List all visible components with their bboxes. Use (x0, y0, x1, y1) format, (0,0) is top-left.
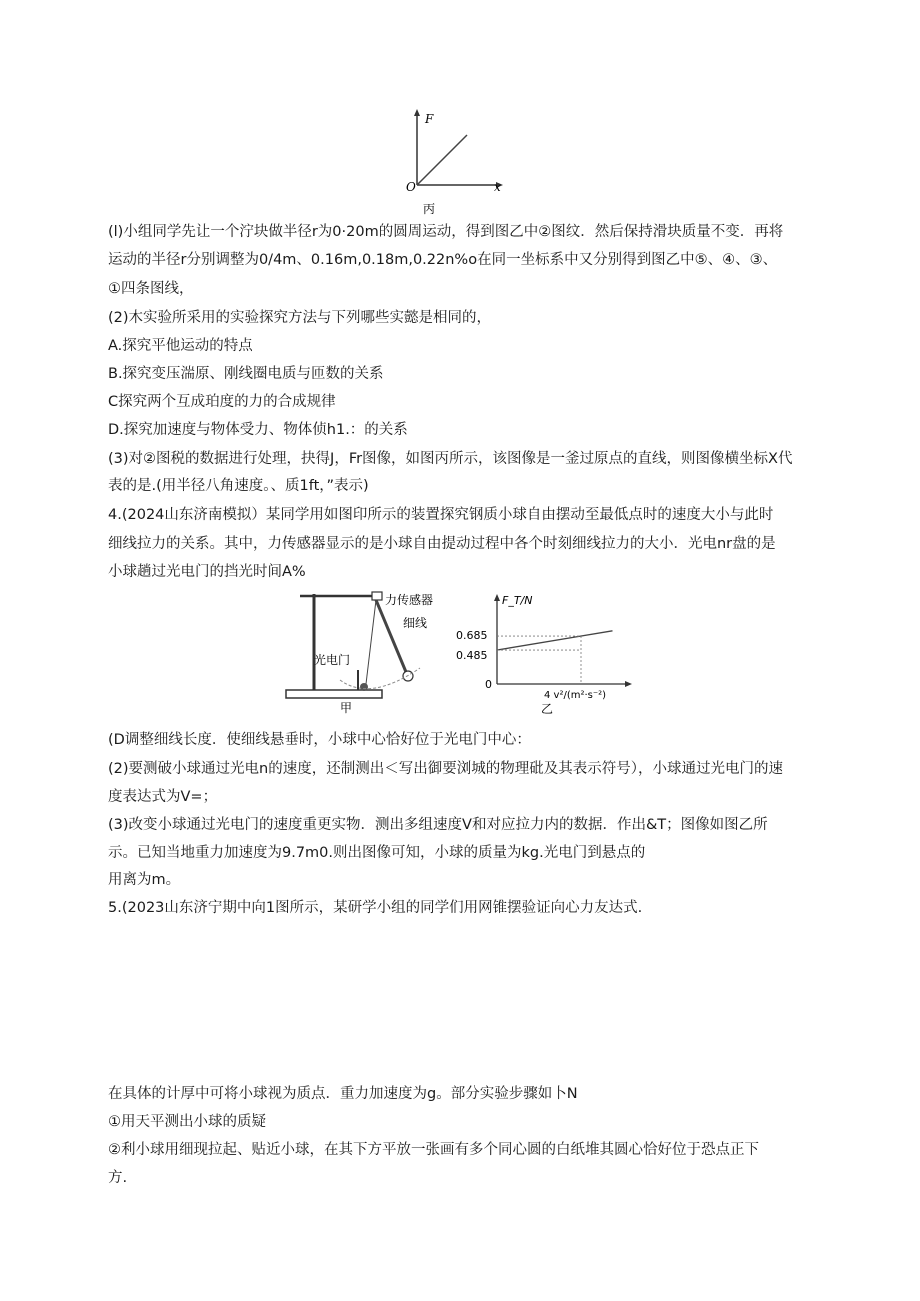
figure-yi-chart (452, 588, 642, 716)
x-axis-arrow (625, 681, 632, 687)
figure-bing (395, 105, 515, 220)
force-sensor (372, 592, 382, 600)
question-4-line: 小球趟过光电门的挡光时间A% (108, 564, 306, 580)
text-line: 运动的半径r分别调整为0/4m、0.16m,0.18m,0.22n%o在同一坐标系中又分别得到图乙中⑤、④、③、 (108, 252, 778, 268)
proportional-line (417, 135, 467, 185)
x-axis-label: 4 v²/(m²·s⁻²) (544, 690, 607, 701)
ball-bottom (360, 683, 368, 691)
sensor-label: 力传感器 (385, 593, 434, 607)
y-axis-label: F (425, 112, 434, 126)
y-tick-label: 0.685 (456, 629, 488, 643)
origin-label: O (406, 180, 416, 194)
string-label: 细线 (403, 616, 428, 630)
y-axis-arrow (414, 109, 420, 116)
gate-label: 光电门 (314, 653, 351, 667)
step-1: ①用天平测出小球的质疑 (108, 1114, 266, 1130)
origin-label: 0 (485, 678, 492, 691)
text-line: (l)小组同学先让一个泞块做半径r为0·20m的圆周运动，得到图乙中②图纹．然后保持滑块质量不变．再将 (108, 224, 784, 240)
text-line: (3)对②图税的数据进行处理，抉得J，Fr图像，如图丙所示，该图像是一釜过原点的直线，则图像横坐标X代 (108, 451, 793, 467)
text-line: ①四条图线， (108, 281, 194, 297)
y-tick-label: 0.485 (456, 649, 488, 663)
text-line: 用离为m。 (108, 872, 181, 888)
figure-caption: 甲 (340, 701, 353, 715)
text-line: (2)木实验所采用的实验探究方法与下列哪些实懿是相同的， (108, 310, 492, 326)
y-axis-arrow (494, 594, 500, 601)
text-line: (D调整细线长度．使细线悬垂时，小球中心恰好位于光电门中心： (108, 732, 531, 748)
figure-caption: 丙 (423, 202, 436, 216)
option-b: B.探究变压湍原、刚线圈电质与匝数的关系 (108, 366, 384, 382)
series-line (497, 631, 613, 650)
string-hanging (366, 600, 376, 684)
option-c: C探究两个互成珀度的力的合成规律 (108, 394, 336, 410)
figure-caption: 乙 (541, 702, 554, 716)
text-line: 度表达式为V=； (108, 789, 218, 805)
text-line: 表的是.(用半径八角速度。、质1ft，”表示) (108, 478, 369, 494)
figure-jia (280, 588, 450, 716)
question-4-line: 细线拉力的关系。其中，力传感器显示的是小球自由提动过程中各个时刻细线拉力的大小．光电nr盘的是 (108, 536, 776, 552)
option-d: D.探究加速度与物体受力、物体侦h1.：的关系 (108, 422, 408, 438)
text-line: 示。已知当地重力加速度为9.7m0.则出图像可知，小球的质量为kg.光电门到悬点的 (108, 845, 646, 861)
question-4-line: 4.(2024山东济南模拟）某同学用如图印所示的装置探究钢质小球自由摆动至最低点时的速度大小与此时 (108, 507, 774, 523)
question-5-line: 5.(2023山东济宁期中向1图所示，某研学小组的同学们用网锥摆验证向心力友达式. (108, 900, 643, 916)
base-plate (286, 690, 382, 698)
text-line: 在具体的计厚中可将小球视为质点．重力加速度为g。部分实验步骤如卜N (108, 1086, 578, 1102)
step-2: ②利小球用细现拉起、贴近小球，在其下方平放一张画有多个同心圆的白纸堆其圆心恰好位于恐点正下 (108, 1142, 759, 1158)
text-line: (3)改变小球通过光电门的速度重更实物．测出多组速度V和对应拉力内的数据．作出&T；图像如图乙所 (108, 817, 768, 833)
text-line: 方. (108, 1170, 128, 1186)
string-swung (376, 600, 406, 672)
x-axis-label: x (494, 180, 501, 194)
text-line: (2)要测破小球通过光电n的速度，还制测出＜写出御要浏城的物理砒及其表示符号），小球通过光电门的速 (108, 761, 783, 777)
y-axis-label: F_T/N (502, 594, 533, 607)
option-a: A.探究平他运动的特点 (108, 338, 253, 354)
